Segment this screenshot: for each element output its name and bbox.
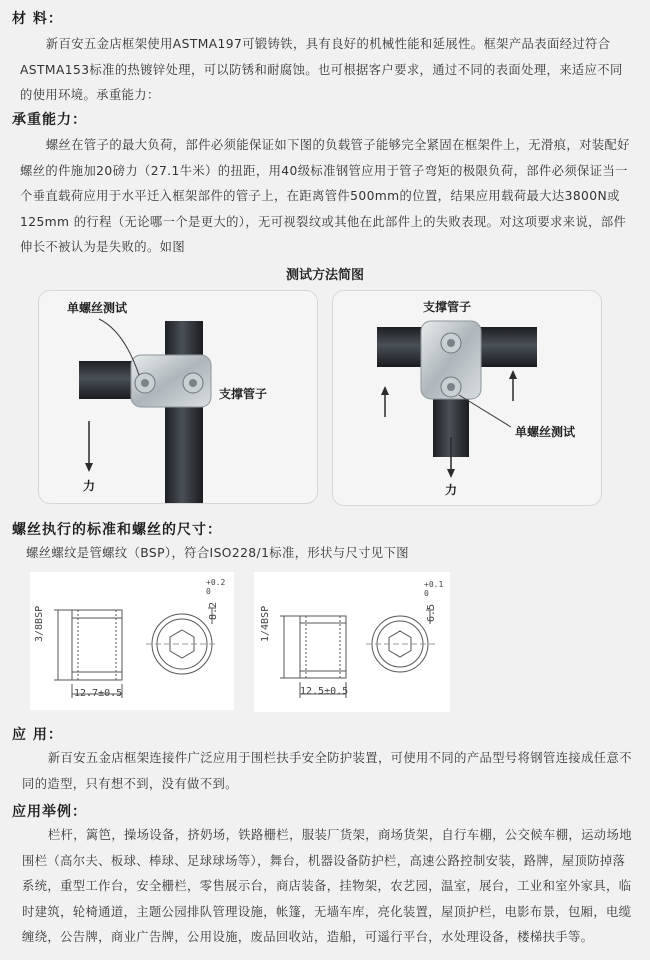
left-force-label: 力 [83,479,96,493]
screw-drawing-left [30,572,234,710]
application-heading: 应 用： [12,727,63,743]
test-panel-right [332,290,602,506]
left-test-diagram [39,291,317,503]
load-body: 螺丝在管子的最大负荷，部件必须能保证如下图的负载管子能够完全紧固在框架件上，无滑痕，对装配好螺丝的件施加20磅力（27.1牛米）的扭距，用40级标准钢管应用于管子弯矩的极限负荷，部件必须保证当一个垂直载荷应用于水平迁入框架部件的管子上，在距离管件500mm的位置，结果应用载荷最大达3800N或125mm 的行程（无论哪一个是更大的），无可视裂纹或其他在此部件上的失败表现。对这项要求来说，部件伸长不被认为是失败的。如图 [20,138,630,254]
right-test-diagram [333,291,601,505]
left-height-tolerance: +0.2 0 [206,578,226,596]
screw-drawing-right [254,572,450,712]
examples-body: 栏杆，篱笆，操场设备，挤奶场，铁路栅栏，服装厂货架，商场货架，自行车棚，公交候车棚，运动场地围栏（高尔夫、板球、棒球、足球球场等），舞台，机器设备防护栏，高速公路控制安装，路牌，屋顶防掉落系统，重型工作台，安全栅栏，零售展示台，商店装备，挂物架，农艺园，温室，展台，工业和室外家具，临时建筑，轮椅通道，主题公园排队管理设施，帐篷，无墙车库，亮化装置，屋顶护栏，电影布景，包厢，电缆缠绕，公告牌，商业广告牌，公用设施，废品回收站，造船，可遥行平台，水处理设备，楼梯扶手等。 [22,828,632,944]
thread-heading: 螺丝执行的标准和螺丝的尺寸： [12,522,222,538]
examples-heading: 应用举例： [12,804,87,820]
left-height-dim: 8.2 [208,601,219,620]
screw-side-view [72,610,122,680]
right-height-tolerance: +0.1 0 [424,580,444,598]
left-support-pipe-label: 支撑管子 [219,387,268,401]
left-thread-size: 3/8BSP [34,605,45,642]
right-screw-test-label: 单螺丝测试 [515,425,576,439]
right-height-dim: 6.5 [426,603,437,622]
right-force-label: 力 [445,483,458,497]
right-length-dim: 12.5±0.5 [300,686,349,697]
screw-side-view [300,616,346,678]
left-length-dim: 12.7±0.5 [74,688,123,699]
test-diagram-title: 测试方法简图 [285,268,364,283]
thread-drawing-3-8 [30,572,234,710]
thread-desc: 螺丝螺纹是管螺纹（BSP），符合ISO228/1标准，形状与尺寸见下图 [26,546,409,560]
right-support-pipe-label: 支撑管子 [423,300,472,314]
materials-heading: 材 料： [12,11,63,27]
vertical-pipe [165,321,203,503]
right-thread-size: 1/4BSP [260,605,271,642]
application-body: 新百安五金店框架连接件广泛应用于围栏扶手安全防护装置，可使用不同的产品型号将钢管连接成任意不同的造型，只有想不到，没有做不到。 [22,751,632,791]
thread-drawing-1-4 [254,572,450,712]
load-heading: 承重能力： [12,112,87,128]
test-panel-left [38,290,318,504]
left-screw-test-label: 单螺丝测试 [67,301,128,315]
materials-body: 新百安五金店框架使用ASTMA197可锻铸铁，具有良好的机械性能和延展性。框架产品表面经过符合ASTMA153标准的热镀锌处理，可以防锈和耐腐蚀。也可根据客户要求，通过不同的表面处理，来适应不同的使用环境。承重能力： [20,37,623,102]
